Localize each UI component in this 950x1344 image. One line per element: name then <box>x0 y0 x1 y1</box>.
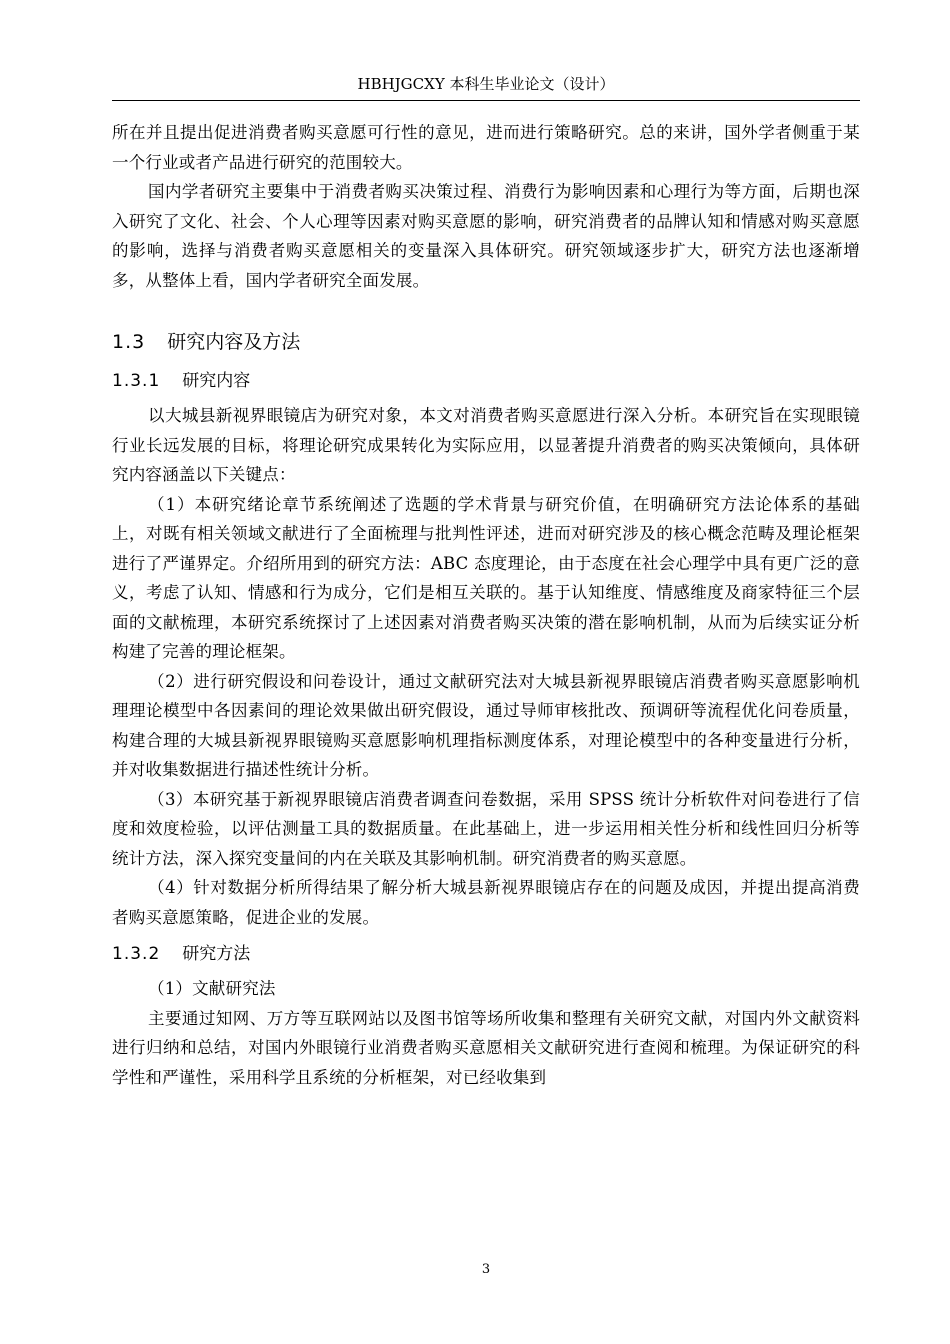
subsection-number: 1.3.2 <box>112 944 161 964</box>
subsection-heading-1-3-1 <box>112 369 860 393</box>
document-body <box>112 118 860 1092</box>
list-item-4: （4）针对数据分析所得结果了解分析大城县新视界眼镜店存在的问题及成因，并提出提高消费者购买意愿策略，促进企业的发展。 <box>112 878 860 927</box>
list-item-1: （1）本研究绪论章节系统阐述了选题的学术背景与研究价值，在明确研究方法论体系的基础上，对既有相关领域文献进行了全面梳理与批判性评述，进而对研究涉及的核心概念范畴及理论框架进行了严谨界定。介绍所用到的研究方法：ABC 态度理论，由于态度在社会心理学中具有更广泛的意义，考虑了认知、情感和行为成分，它们是相互关联的。基于认知维度、情感维度及商家特征三个层面的文献梳理，本研究系统探讨了上述因素对消费者购买决策的潜在影响机制，从而为后续实证分析构建了完善的理论框架。 <box>112 494 860 661</box>
header-divider <box>112 100 860 101</box>
paragraph-research-content: 以大城县新视界眼镜店为研究对象，本文对消费者购买意愿进行深入分析。本研究旨在实现眼镜行业长远发展的目标，将理论研究成果转化为实际应用，以显著提升消费者的购买决策倾向，具体研究内容涵盖以下关键点： <box>112 406 860 484</box>
subsection-title: 研究内容 <box>182 371 251 391</box>
paragraph-literature-method: 主要通过知网、万方等互联网站以及图书馆等场所收集和整理有关研究文献，对国内外文献资料进行归纳和总结，对国内外眼镜行业消费者购买意愿相关文献研究进行查阅和梳理。为保证研究的科学性和严谨性，采用科学且系统的分析框架，对已经收集到 <box>112 1008 860 1087</box>
subsection-number: 1.3.1 <box>112 371 161 391</box>
paragraph-domestic-research: 国内学者研究主要集中于消费者购买决策过程、消费行为影响因素和心理行为等方面，后期也深入研究了文化、社会、个人心理等因素对购买意愿的影响，研究消费者的品牌认知和情感对购买意愿的影响，选择与消费者购买意愿相关的变量深入具体研究。研究领域逐步扩大，研究方法也逐渐增多，从整体上看，国内学者研究全面发展。 <box>112 182 860 290</box>
page-header: HBHJGCXY 本科生毕业论文（设计） <box>357 75 615 93</box>
subsection-heading-1-3-2 <box>112 942 860 966</box>
section-title: 研究内容及方法 <box>167 331 301 353</box>
method-title-literature: （1）文献研究法 <box>148 979 276 998</box>
section-number: 1.3 <box>112 331 146 353</box>
list-item-2: （2）进行研究假设和问卷设计，通过文献研究法对大城县新视界眼镜店消费者购买意愿影响机理理论模型中各因素间的理论效果做出研究假设，通过导师审核批改、预调研等流程优化问卷质量，构建合理的大城县新视界眼镜购买意愿影响机理指标测度体系，对理论模型中的各种变量进行分析，并对收集数据进行描述性统计分析。 <box>112 671 860 779</box>
subsection-title: 研究方法 <box>182 944 251 964</box>
page-number: 3 <box>481 1262 491 1277</box>
paragraph-continuation: 所在并且提出促进消费者购买意愿可行性的意见，进而进行策略研究。总的来讲，国外学者侧重于某一个行业或者产品进行研究的范围较大。 <box>112 123 860 172</box>
section-heading-1-3 <box>112 329 860 355</box>
list-item-3: （3）本研究基于新视界眼镜店消费者调查问卷数据，采用 SPSS 统计分析软件对问卷进行了信度和效度检验，以评估测量工具的数据质量。在此基础上，进一步运用相关性分析和线性回归分析等统计方法，深入探究变量间的内在关联及其影响机制。研究消费者的购买意愿。 <box>112 789 860 868</box>
